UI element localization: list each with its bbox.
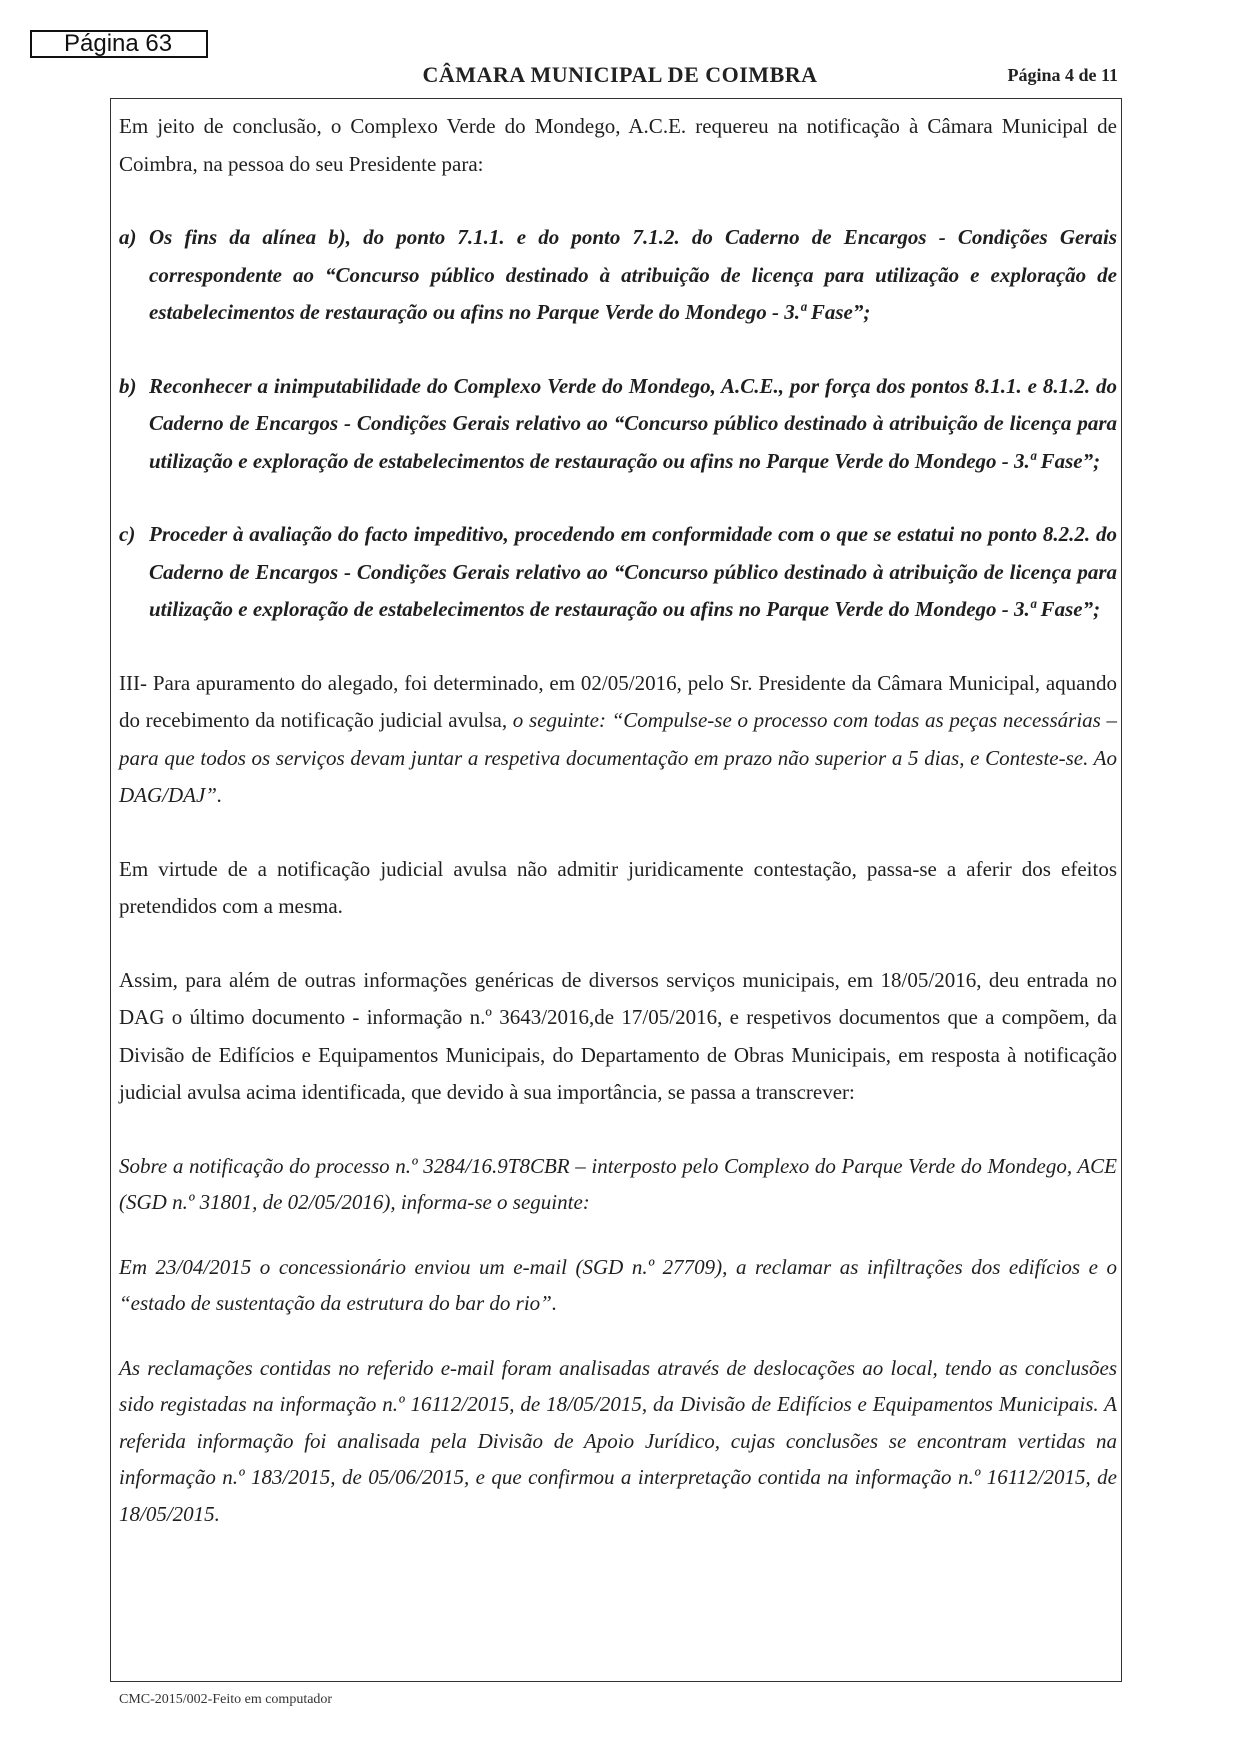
transcribed-paragraph-2: Em 23/04/2015 o concessionário enviou um e-mail (SGD n.º 27709), a reclamar as infiltrações dos edifícios e o “estado de sustentação da estrutura do bar do rio”. [119, 1254, 1117, 1315]
document-body [119, 108, 1117, 1532]
section-iii-paragraph [119, 665, 1117, 815]
virtude-paragraph: Em virtude de a notificação judicial avulsa não admitir juridicamente contestação, passa-se a aferir dos efeitos pretendidos com a mesma. [119, 856, 1117, 918]
section-iii-quote: o seguinte: “Compulse-se o processo com todas as peças necessárias – para que todos os serviços devam juntar a respetiva documentação em prazo não superior a 5 dias, e Conteste-se. Ao DAG/DAJ”. [119, 708, 1117, 807]
item-marker: b) [119, 373, 137, 398]
item-marker: a) [119, 225, 137, 249]
request-item-b [119, 368, 1117, 481]
item-text: Reconhecer a inimputabilidade do Complexo Verde do Mondego, A.C.E., por força dos pontos 8.1.1. e 8.1.2. do Caderno de Encargos - Condições Gerais relativo ao “Concurso público destinado à atribuição de licença para utilização e exploração de estabelecimentos de restauração ou afins no Parque Verde do Mondego - 3.ª Fase”; [149, 373, 1117, 473]
intro-paragraph: Em jeito de conclusão, o Complexo Verde do Mondego, A.C.E. requereu na notificação à Câmara Municipal de Coimbra, na pessoa do seu Presidente para: [119, 114, 1117, 176]
page-number: Página 4 de 11 [1007, 65, 1118, 85]
transcribed-paragraph-3: As reclamações contidas no referido e-mail foram analisadas através de deslocações ao local, tendo as conclusões sido registadas na informação n.º 16112/2015, de 18/05/2015, da Divisão de Edifícios e Equipamentos Municipais. A referida informação foi analisada pela Divisão de Apoio Jurídico, cujas conclusões se encontram vertidas na informação n.º 183/2015, de 05/06/2015, e que confirmou a interpretação contida na informação n.º 16112/2015, de 18/05/2015. [119, 1355, 1117, 1526]
assim-paragraph: Assim, para além de outras informações genéricas de diversos serviços municipais, em 18/05/2016, deu entrada no DAG o último documento - informação n.º 3643/2016,de 17/05/2016, e respetivos documentos que a compõem, da Divisão de Edifícios e Equipamentos Municipais, do Departamento de Obras Municipais, em resposta à notificação judicial avulsa acima identificada, que devido à sua importância, se passa a transcrever: [119, 967, 1117, 1104]
footer-code: CMC-2015/002-Feito em computador [119, 1692, 333, 1707]
item-text: Proceder à avaliação do facto impeditivo, procedendo em conformidade com o que se estatui no ponto 8.2.2. do Caderno de Encargos - Condições Gerais relativo ao “Concurso público destinado à atribuição de licença para utilização e exploração de estabelecimentos de restauração ou afins no Parque Verde do Mondego - 3.ª Fase”; [149, 522, 1117, 621]
item-marker: c) [119, 522, 136, 546]
item-text: Os fins da alínea b), do ponto 7.1.1. e do ponto 7.1.2. do Caderno de Encargos - Condições Gerais correspondente ao “Concurso público destinado à atribuição de licença para utilização e exploração de estabelecimentos de restauração ou afins no Parque Verde do Mondego - 3.ª Fase”; [149, 225, 1117, 324]
page-stamp: Página 63 [30, 30, 208, 58]
request-item-c [119, 516, 1117, 629]
document-header-title: CÂMARA MUNICIPAL DE COIMBRA [422, 62, 818, 87]
section-iii-text: III- Para apuramento do alegado, foi determinado, em 02/05/2016, pelo Sr. Presidente da Câmara Municipal, aquando do recebimento da notificação judicial avulsa, [119, 670, 1117, 732]
request-item-a [119, 219, 1117, 332]
transcribed-paragraph-1: Sobre a notificação do processo n.º 3284/16.9T8CBR – interposto pelo Complexo do Parque Verde do Mondego, ACE (SGD n.º 31801, de 02/05/2016), informa-se o seguinte: [119, 1153, 1117, 1214]
